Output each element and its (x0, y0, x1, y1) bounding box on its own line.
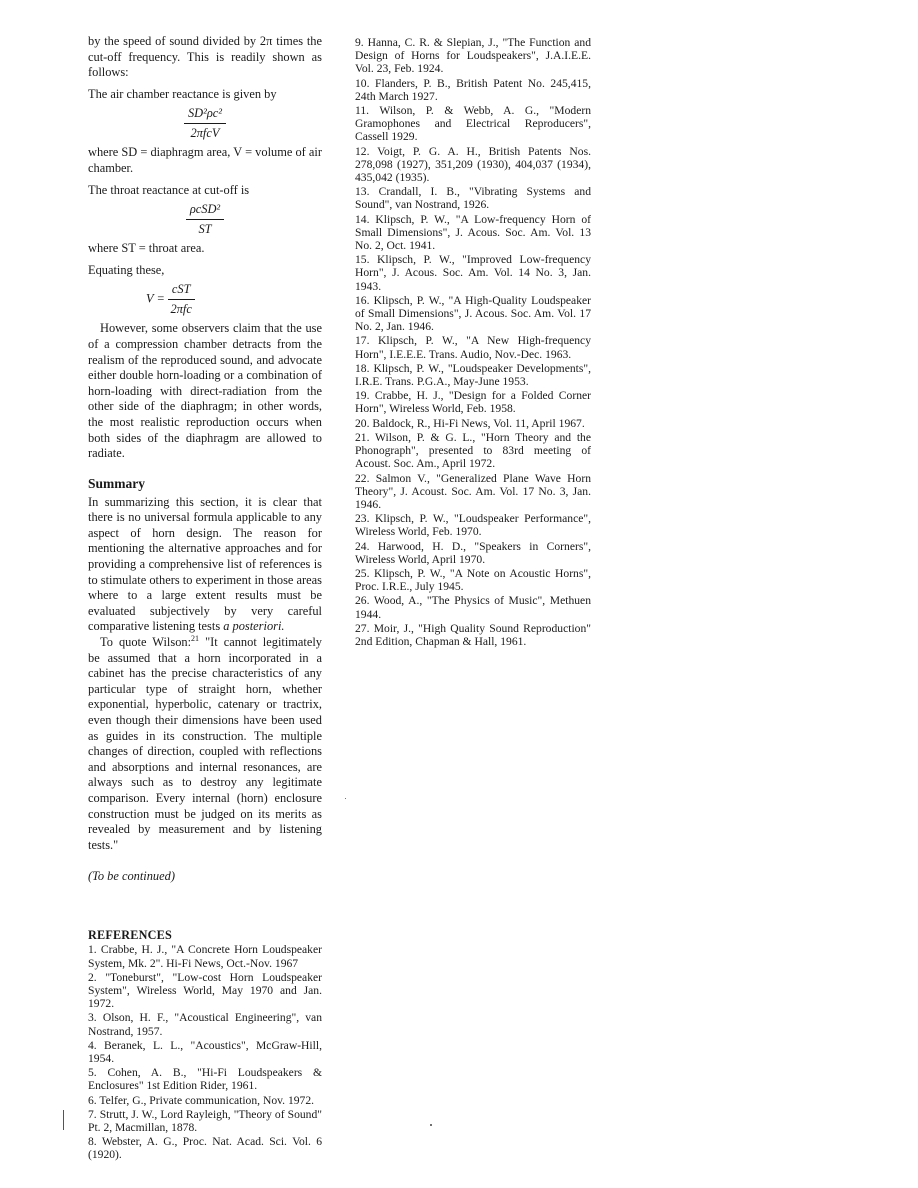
references-list-left (88, 943, 322, 1161)
summary-heading: Summary (88, 475, 145, 491)
formula-lhs: V = (146, 291, 165, 306)
reference-item: 16. Klipsch, P. W., "A High-Quality Loudspeaker of Small Dimensions", J. Acous. Soc. Am. Vol. 17 No. 2, Jan. 1946. (355, 293, 591, 334)
fraction (168, 282, 195, 317)
reference-item: 15. Klipsch, P. W., "Improved Low-frequency Horn", J. Acous. Soc. Am. Vol. 14 No. 3, Jan. 1943. (355, 253, 591, 293)
to-be-continued: (To be continued) (88, 869, 175, 884)
citation-superscript: 21 (191, 633, 200, 643)
summary-text: In summarizing this section, it is clear that there is no universal formula applicable to any aspect of horn design. The reason for mentioning the alternative approaches and for providing a comprehensive list of references is to stimulate others to experiment in those areas where to a large extent results must be evaluated subjectively by very careful comparative listening tests (88, 494, 322, 634)
reference-item: 5. Cohen, A. B., "Hi-Fi Loudspeakers & Enclosures" 1st Edition Rider, 1961. (88, 1066, 322, 1093)
reference-item: 23. Klipsch, P. W., "Loudspeaker Performance", Wireless World, Feb. 1970. (355, 512, 591, 539)
reference-item: 26. Wood, A., "The Physics of Music", Methuen 1944. (355, 594, 591, 621)
reference-item: 11. Wilson, P. & Webb, A. G., "Modern Gramophones and Electrical Reproducers", Cassell 1929. (355, 104, 591, 144)
reference-item: 7. Strutt, J. W., Lord Rayleigh, "Theory of Sound" Pt. 2, Macmillan, 1878. (88, 1107, 322, 1134)
scan-speck (345, 798, 346, 799)
wilson-quote-paragraph (88, 635, 322, 853)
throat-reactance-text: The throat reactance at cut-off is (88, 182, 250, 197)
fraction (184, 106, 226, 141)
formula-denominator: 2πfc (170, 302, 192, 317)
formula-numerator: cST (168, 282, 195, 300)
reference-item: 21. Wilson, P. & G. L., "Horn Theory and the Phonograph", presented to 83rd meeting of Acoust. Soc. Am., April 1972. (355, 430, 591, 471)
equating-text: Equating these, (88, 262, 165, 277)
reference-item: 3. Olson, H. F., "Acoustical Engineering", van Nostrand, 1957. (88, 1011, 322, 1038)
formula-throat (88, 202, 322, 237)
references-heading: REFERENCES (88, 928, 172, 943)
formula-air-chamber (88, 106, 322, 141)
intro-paragraph: by the speed of sound divided by 2π times the cut-off frequency. This is readily shown as follows: (88, 34, 322, 80)
a-posteriori-text: a posteriori. (223, 619, 285, 634)
formula-numerator: ρcSD² (186, 202, 224, 220)
reference-item: 20. Baldock, R., Hi-Fi News, Vol. 11, April 1967. (355, 416, 585, 430)
reference-item: 24. Harwood, H. D., "Speakers in Corners", Wireless World, April 1970. (355, 539, 591, 566)
reference-item: 1. Crabbe, H. J., "A Concrete Horn Loudspeaker System, Mk. 2". Hi-Fi News, Oct.-Nov. 1967 (88, 943, 322, 970)
reference-item: 22. Salmon V., "Generalized Plane Wave Horn Theory", J. Acoust. Soc. Am. Vol. 17 No. 3, Jan. 1946. (355, 471, 591, 511)
reference-item: 13. Crandall, I. B., "Vibrating Systems and Sound", van Nostrand, 1926. (355, 185, 591, 212)
right-column (355, 36, 591, 649)
scan-margin-mark (63, 1110, 64, 1130)
reference-item: 4. Beranek, L. L., "Acoustics", McGraw-Hill, 1954. (88, 1038, 322, 1065)
throat-definition: where ST = throat area. (88, 241, 205, 256)
reference-item: 6. Telfer, G., Private communication, Nov. 1972. (88, 1093, 315, 1107)
scan-speck (430, 1124, 432, 1126)
formula-numerator: SD²ρc² (184, 106, 226, 124)
formula-denominator: ST (198, 222, 212, 237)
reference-item: 14. Klipsch, P. W., "A Low-frequency Horn of Small Dimensions", J. Acous. Soc. Am. Vol. 13 No. 2, Oct. 1941. (355, 212, 591, 253)
formula-denominator: 2πfcV (190, 126, 220, 141)
reference-item: 8. Webster, A. G., Proc. Nat. Acad. Sci. Vol. 6 (1920). (88, 1135, 322, 1162)
left-column (88, 34, 322, 1163)
quote-intro: To quote Wilson: (100, 635, 192, 650)
quote-text: "It cannot legitimately be assumed that a horn incorporated in a cabinet has the precise characteristics of any particular type of straight horn, whether exponential, hyperbolic, catenary or tractrix, even though their dimensions have been used as guides in its construction. The multiple changes of direction, coupled with reflections and absorptions and internal resonances, are always such as to destroy any legitimate comparison. Every internal (horn) enclosure construction must be judged on its merits as revealed by measurement and by listening tests." (88, 635, 322, 852)
reference-item: 27. Moir, J., "High Quality Sound Reproduction" 2nd Edition, Chapman & Hall, 1961. (355, 621, 591, 648)
reference-item: 19. Crabbe, H. J., "Design for a Folded Corner Horn", Wireless World, Feb. 1958. (355, 389, 591, 416)
reference-item: 10. Flanders, P. B., British Patent No. 245,415, 24th March 1927. (355, 76, 591, 103)
reference-item: 17. Klipsch, P. W., "A New High-frequency Horn", I.E.E.E. Trans. Audio, Nov.-Dec. 1963. (355, 334, 591, 361)
reference-item: 25. Klipsch, P. W., "A Note on Acoustic Horns", Proc. I.R.E., July 1945. (355, 566, 591, 594)
reference-item: 12. Voigt, P. G. A. H., British Patents Nos. 278,098 (1927), 351,209 (1930), 404,037 (1934), 435,042 (1935). (355, 144, 591, 185)
compression-chamber-paragraph: However, some observers claim that the use of a compression chamber detracts from the realism of the reproduced sound, and advocate either double horn-loading or a combination of horn-loading with direct-radiation from the other side of the diaphragm; in other words, the most realistic reproduction occurs when both sides of the diaphragm are allowed to radiate. (88, 321, 322, 461)
air-chamber-text: The air chamber reactance is given by (88, 86, 277, 101)
summary-paragraph (88, 495, 322, 635)
diaphragm-definition: where SD = diaphragm area, V = volume of air chamber. (88, 145, 322, 175)
reference-item: 18. Klipsch, P. W., "Loudspeaker Developments", I.R.E. Trans. P.G.A., May-June 1953. (355, 361, 591, 389)
formula-volume (146, 282, 322, 317)
reference-item: 2. "Toneburst", "Low-cost Horn Loudspeaker System", Wireless World, May 1970 and Jan. 1972. (88, 970, 322, 1011)
reference-item: 9. Hanna, C. R. & Slepian, J., "The Function and Design of Horns for Loudspeakers", J.A.I.E.E. Vol. 23, Feb. 1924. (355, 36, 591, 76)
references-list-right (355, 36, 591, 648)
fraction (186, 202, 224, 237)
